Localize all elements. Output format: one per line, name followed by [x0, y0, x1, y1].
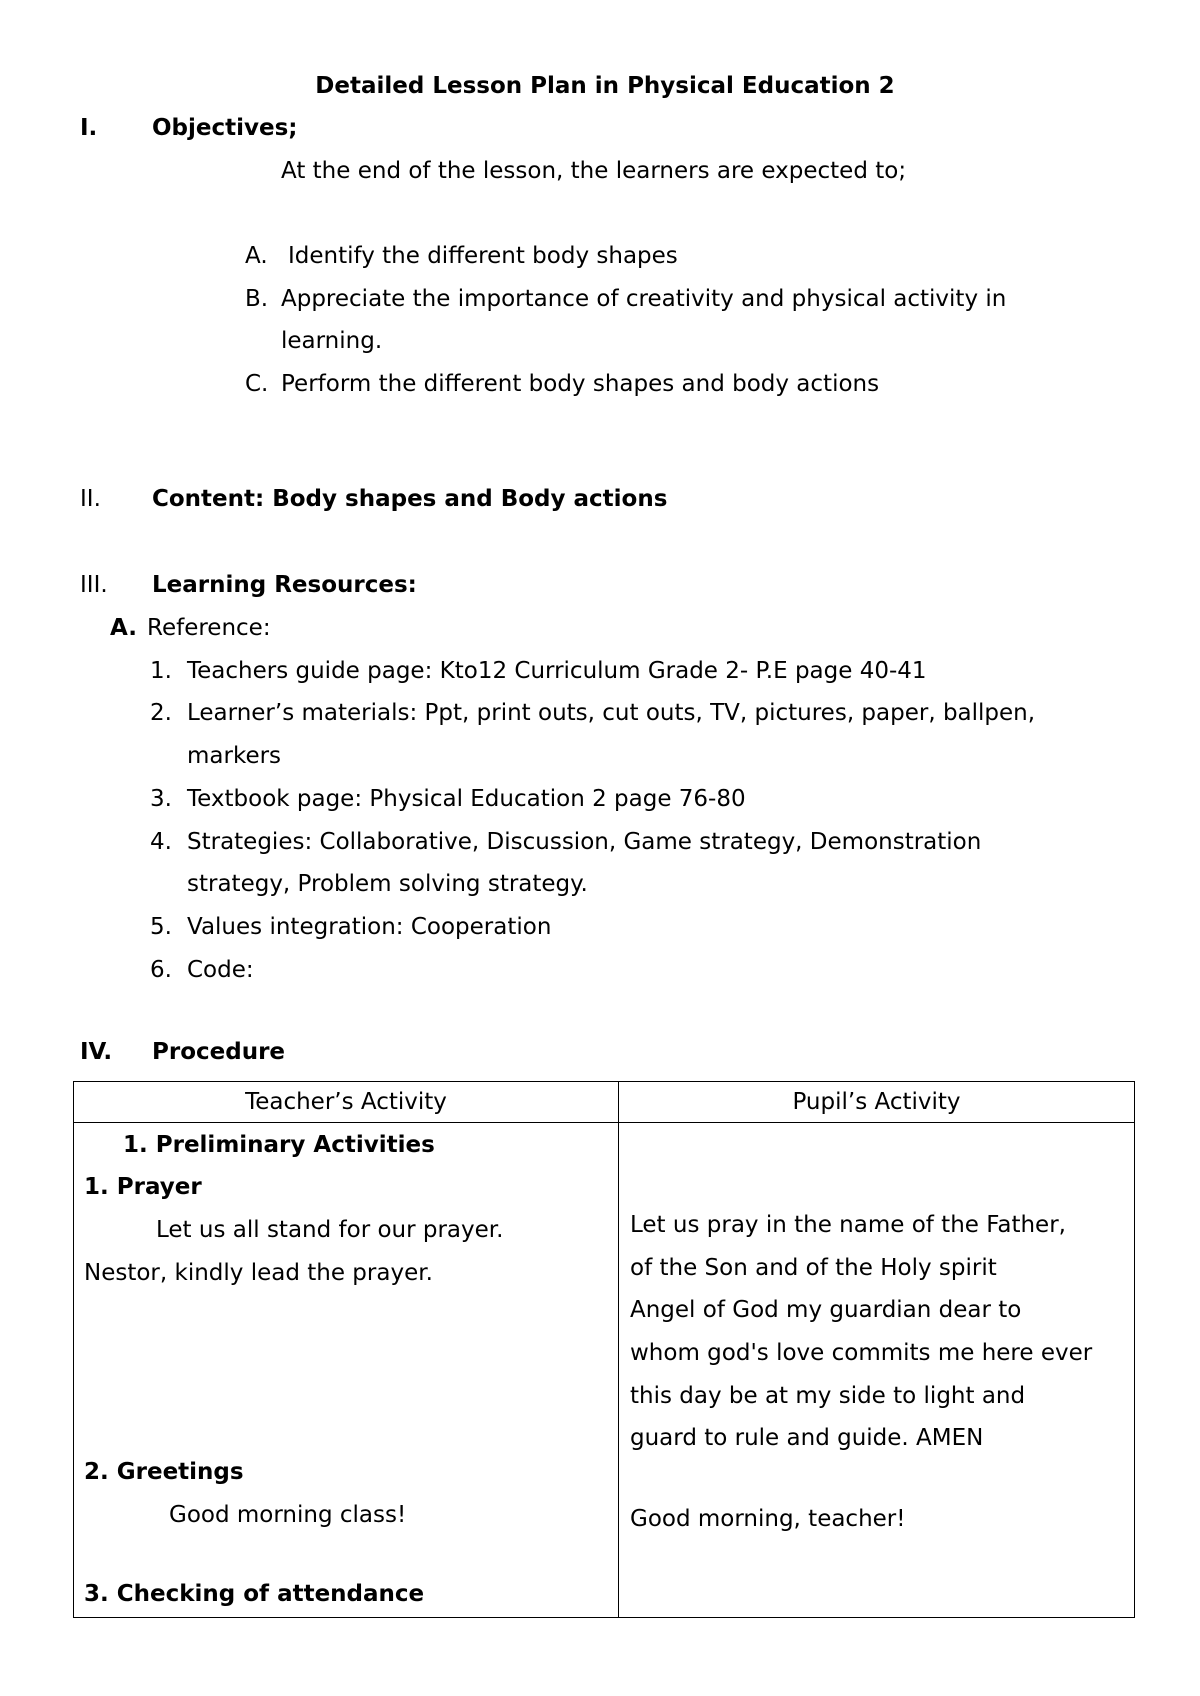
- pupil-activity-cell: [619, 1123, 1135, 1618]
- pupil-prayer-line: this day be at my side to light and: [630, 1383, 1026, 1409]
- resources-heading: Learning Resources:: [152, 572, 417, 598]
- objective-text: Perform the different body shapes and body actions: [281, 371, 880, 397]
- procedure-table: [73, 1081, 1135, 1618]
- table-header-row: [74, 1082, 1135, 1123]
- objective-letter: C.: [245, 371, 269, 397]
- resource-number: 6.: [150, 957, 172, 983]
- objective-letter: B.: [245, 286, 269, 312]
- teacher-greeting-line: Good morning class!: [169, 1502, 407, 1528]
- teacher-activity-header: Teacher’s Activity: [74, 1082, 619, 1123]
- teacher-prayer-line: Let us all stand for our prayer.: [156, 1217, 504, 1243]
- resource-number: 3.: [150, 786, 172, 812]
- resource-number: 1.: [150, 658, 172, 684]
- prayer-heading: 1. Prayer: [84, 1174, 202, 1200]
- reference-label: Reference:: [147, 615, 271, 641]
- objective-text: Appreciate the importance of creativity and physical activity in: [281, 286, 1007, 312]
- procedure-heading: Procedure: [152, 1039, 286, 1065]
- attendance-heading: 3. Checking of attendance: [84, 1581, 425, 1607]
- resource-text: Teachers guide page: Kto12 Curriculum Grade 2- P.E page 40-41: [187, 658, 927, 684]
- content-numeral: II.: [80, 486, 101, 512]
- objective-text: Identify the different body shapes: [288, 243, 678, 269]
- pupil-greeting-reply: Good morning, teacher!: [630, 1506, 906, 1532]
- pupil-prayer-line: guard to rule and guide. AMEN: [630, 1425, 984, 1451]
- pupil-prayer-line: Let us pray in the name of the Father,: [630, 1212, 1066, 1238]
- resource-text: Values integration: Cooperation: [187, 914, 552, 940]
- objectives-numeral: I.: [80, 115, 98, 141]
- resource-text-continued: strategy, Problem solving strategy.: [187, 871, 588, 897]
- resource-text: Textbook page: Physical Education 2 page 76-80: [187, 786, 746, 812]
- pupil-prayer-line: of the Son and of the Holy spirit: [630, 1255, 997, 1281]
- objective-letter: A.: [245, 243, 268, 269]
- resource-text: Strategies: Collaborative, Discussion, Game strategy, Demonstration: [187, 829, 982, 855]
- procedure-numeral: IV.: [80, 1039, 113, 1065]
- reference-letter: A.: [110, 615, 137, 641]
- preliminary-activities-heading: 1. Preliminary Activities: [123, 1132, 435, 1158]
- resources-numeral: III.: [80, 572, 108, 598]
- page-title: Detailed Lesson Plan in Physical Education 2: [315, 73, 895, 99]
- teacher-activity-cell: [74, 1123, 619, 1618]
- pupil-prayer-line: Angel of God my guardian dear to: [630, 1297, 1022, 1323]
- table-row: [74, 1123, 1135, 1618]
- content-heading: Content: Body shapes and Body actions: [152, 486, 668, 512]
- resource-number: 5.: [150, 914, 172, 940]
- objectives-intro: At the end of the lesson, the learners are expected to;: [281, 158, 907, 184]
- pupil-prayer-line: whom god's love commits me here ever: [630, 1340, 1093, 1366]
- resource-text: Code:: [187, 957, 254, 983]
- resource-number: 4.: [150, 829, 172, 855]
- teacher-prayer-line: Nestor, kindly lead the prayer.: [84, 1260, 433, 1286]
- objective-text-continued: learning.: [281, 328, 383, 354]
- resource-text: Learner’s materials: Ppt, print outs, cut outs, TV, pictures, paper, ballpen,: [187, 700, 1036, 726]
- resource-number: 2.: [150, 700, 172, 726]
- objectives-heading: Objectives;: [152, 115, 298, 141]
- resource-text-continued: markers: [187, 743, 282, 769]
- pupil-activity-header: Pupil’s Activity: [619, 1082, 1135, 1123]
- greetings-heading: 2. Greetings: [84, 1459, 244, 1485]
